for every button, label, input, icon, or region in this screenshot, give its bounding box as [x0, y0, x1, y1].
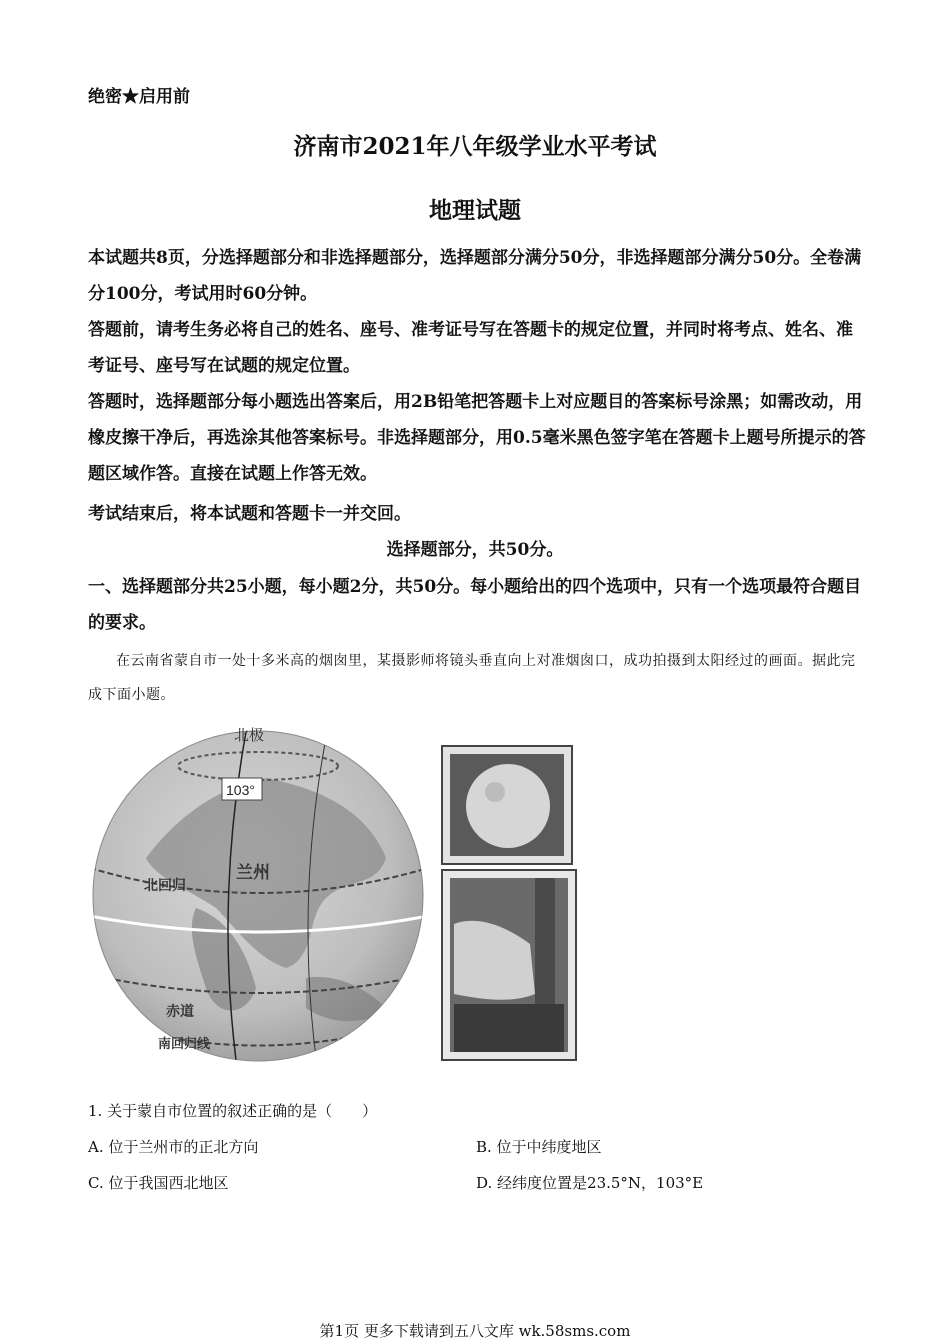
- section-title: 选择题部分，共50分。: [386, 540, 564, 560]
- question-intro: 在云南省蒙自市一处十多米高的烟囱里，某摄影师将镜头垂直向上对准烟囱口，成功拍摄到太阳经过的画面。据此完成下面小题。: [88, 653, 856, 703]
- instruction-2: 答题前，请考生务必将自己的姓名、座号、准考证号写在答题卡的规定位置，并同时将考点、姓名、准考证号、座号写在试题的规定位置。: [88, 320, 853, 376]
- exam-title: 济南市2021年八年级学业水平考试: [293, 133, 657, 160]
- question-1-stem: 1. 关于蒙自市位置的叙述正确的是（ ）: [88, 1102, 378, 1120]
- question-1-option-c: C. 位于我国西北地区: [88, 1174, 229, 1192]
- north-pole-label: 北极: [234, 727, 265, 744]
- globe-figure: [86, 718, 431, 1068]
- confidential-label: 绝密★启用前: [88, 87, 190, 107]
- question-1-option-a: A. 位于兰州市的正北方向: [88, 1138, 259, 1156]
- subject-title: 地理试题: [429, 197, 521, 224]
- chimney-photos: [440, 744, 580, 1064]
- longitude-label: 103°: [226, 782, 255, 798]
- page-footer: 第1页 更多下载请到五八文库 wk.58sms.com: [319, 1322, 631, 1340]
- question-1-option-b: B. 位于中纬度地区: [476, 1138, 602, 1156]
- instruction-3: 答题时，选择题部分每小题选出答案后，用2B铅笔把答题卡上对应题目的答案标号涂黑；如需改动，用橡皮擦干净后，再选涂其他答案标号。非选择题部分，用0.5毫米黑色签字笔在答题卡上题号所提示的答题区域作答。直接在试题上作答无效。: [88, 392, 866, 484]
- equator-label: 赤道: [166, 1003, 194, 1019]
- lanzhou-label: 兰州: [236, 863, 270, 882]
- question-1-option-d: D. 经纬度位置是23.5°N，103°E: [476, 1174, 704, 1192]
- sun-icon: [466, 764, 550, 848]
- tropic-cancer-label: 北回归: [144, 877, 186, 893]
- instruction-1: 本试题共8页，分选择题部分和非选择题部分，选择题部分满分50分，非选择题部分满分50分。全卷满分100分，考试用时60分钟。: [88, 248, 862, 304]
- instruction-4: 考试结束后，将本试题和答题卡一并交回。: [88, 504, 411, 524]
- tropic-capricorn-label: 南回归线: [158, 1036, 211, 1051]
- section-heading: 一、选择题部分共25小题，每小题2分，共50分。每小题给出的四个选项中，只有一个选项最符合题目的要求。: [88, 577, 862, 633]
